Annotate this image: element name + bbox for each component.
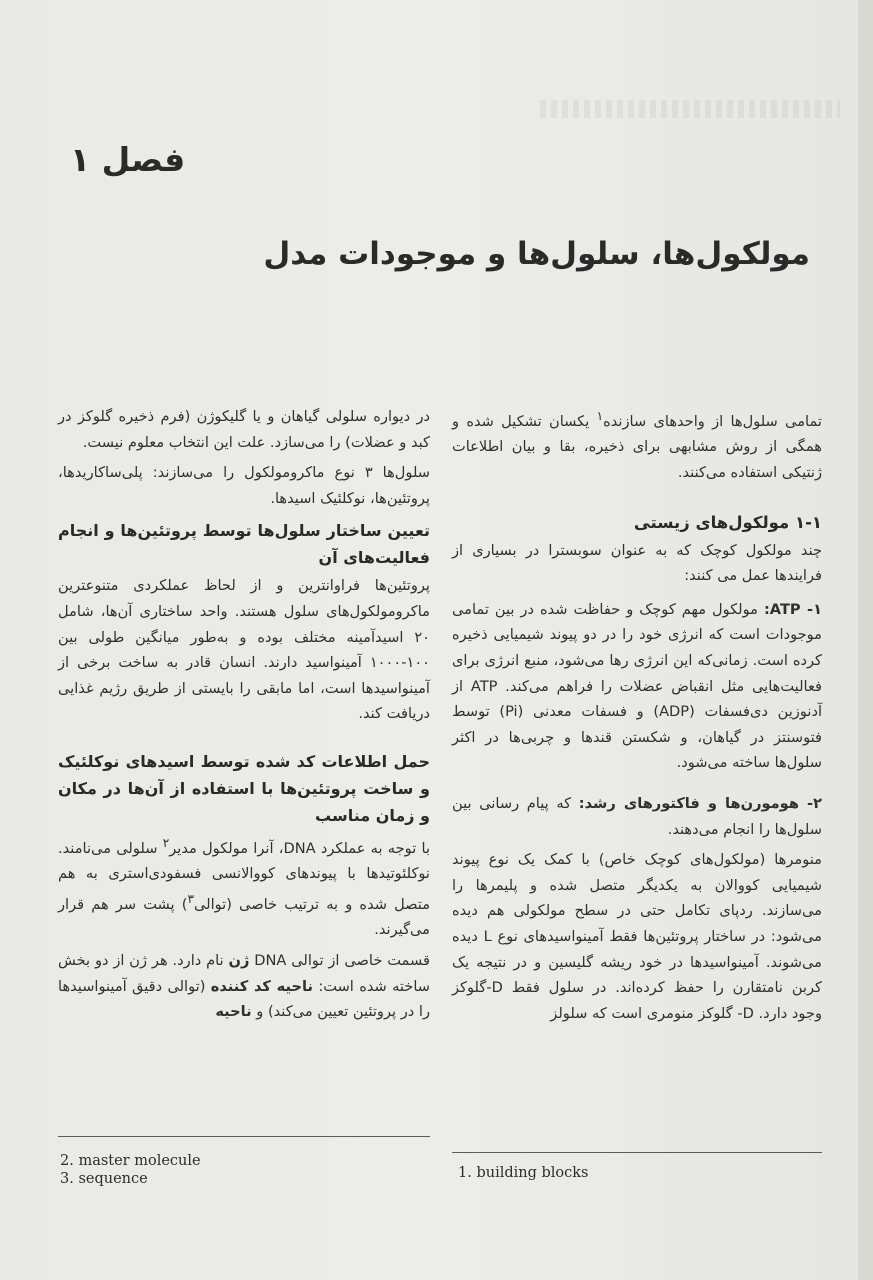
proteins-paragraph: پروتئین‌ها فراوانترین و از لحاظ عملکردی متنوعترین ماکرومولکول‌های سلول هستند. واحد ساختاری آن‌ها، شامل ۲۰ اسیدآمینه مختلف بوده و به‌طور میانگین طولی بین ۱۰۰-۱۰۰۰ آمینواسید دارند. انسان قادر به ساخت برخی از آمینواسیدها است، اما مابقی را بایستی از طریق رژیم غذایی دریافت کند.	[58, 577, 430, 723]
atp-paragraph	[452, 597, 822, 776]
gene-text-b: نام دارد. هر ژن از دو بخش ساخته شده است:	[58, 952, 431, 995]
chapter-label: فصل ۱	[70, 140, 186, 179]
footnote-2: 2. master molecule	[60, 1153, 201, 1169]
section-heading-1-1: ۱-۱ مولکول‌های زیستی	[633, 512, 822, 532]
right-column	[452, 404, 822, 1031]
dna-text-c: ) پشت سر هم قرار می‌گیرند.	[58, 895, 430, 939]
gene-term: ژن	[228, 952, 250, 970]
hormone-paragraph	[452, 791, 822, 842]
dna-text-a: با توجه به عملکرد DNA، آنرا مولکول مدیر	[169, 839, 431, 857]
intro-text-a: تمامی سلول‌ها از واحدهای سازنده	[603, 412, 822, 430]
intro-paragraph	[452, 404, 822, 486]
footnote-3: 3. sequence	[60, 1171, 148, 1187]
footnote-rule-left	[58, 1136, 430, 1137]
left-column	[58, 404, 430, 1030]
footnote-ref-2: ۲	[162, 835, 170, 850]
footnotes-left	[60, 1152, 360, 1188]
dna-paragraph	[58, 831, 430, 943]
dna-text-b: سلولی می‌نامند. نوکلئوتیدها با پیوندهای کووالانسی فسفودی‌استری به هم متصل شده و به ترتیب خاصی (توالی	[58, 839, 431, 913]
region-term: ناحیه	[215, 1003, 252, 1021]
intro-text-b: یکسان تشکیل شده و همگی از روش مشابهی برای ذخیره، بقا و بیان اطلاعات ژنتیکی استفاده می‌کنند.	[452, 412, 822, 482]
hormone-text: که پیام رسانی بین سلول‌ها را انجام می‌دهند.	[452, 794, 822, 838]
gene-text-a: قسمت خاصی از توالی DNA	[249, 952, 430, 970]
gene-paragraph	[58, 948, 430, 1025]
footnote-ref-1: ۱	[596, 409, 604, 423]
bleed-through-shadow	[540, 100, 840, 118]
gene-text-c: (توالی دقیق آمینواسیدها را در پروتئین تعیین می‌کند) و	[58, 977, 430, 1021]
section-1-1-text: چند مولکول کوچک که به عنوان سوبسترا در بسیاری از فرایندها عمل می کنند:	[452, 541, 822, 585]
continued-paragraph: در دیواره سلولی گیاهان و یا گلیکوژن (فرم ذخیره گلوکز در کبد و عضلات) را می‌سازد. علت این انتخاب معلوم نیست.	[58, 408, 430, 451]
chapter-title: مولکول‌ها، سلول‌ها و موجودات مدل	[263, 236, 810, 272]
heading-proteins: تعیین ساختار سلول‌ها توسط پروتئین‌ها و انجام فعالیت‌های آن	[58, 521, 430, 568]
heading-nucleic-acids: حمل اطلاعات کد شده توسط اسیدهای نوکلئیک و ساخت پروتئین‌ها با استفاده از آن‌ها در مکان و زمان مناسب	[58, 751, 430, 825]
hormone-label: ۲- هومورن‌ها و فاکتورهای رشد:	[578, 794, 822, 812]
monomer-paragraph: منومرها (مولکول‌های کوچک خاص) با کمک یک نوع پیوند شیمیایی کووالان به یکدیگر متصل شده و پلیمرها را می‌سازند. ردپای تکامل حتی در سطح مولکولی هم دیده می‌شود: در ساختار پروتئین‌ها فقط آمینواسیدهای نوع L دیده می‌شوند. آمینواسیدها در خود ریشه گلیسین و در نتیجه یک کربن نامتقارن را حفظ کرده‌اند. در سلول فقط D-گلوکز وجود دارد. D- گلوکز منومری است که سلولز	[452, 851, 822, 1022]
footnote-ref-3: ۳	[187, 891, 194, 906]
macromolecule-paragraph: سلول‌ها ۳ نوع ماکرومولکول را می‌سازند: پلی‌ساکاریدها، پروتئین‌ها، نوکلئیک اسیدها.	[58, 464, 430, 507]
footnote-rule-right	[452, 1152, 822, 1153]
coding-region-term: ناحیه کد کننده	[210, 977, 313, 995]
footnote-1: 1. building blocks	[458, 1165, 589, 1181]
atp-label: ۱- ATP:	[763, 600, 822, 618]
footnotes-right	[458, 1164, 758, 1182]
atp-text: مولکول مهم کوچک و حفاظت شده در بین تمامی موجودات است که انرژی خود را در دو پیوند شیمیایی ذخیره کرده است. زمانی‌که این انرژی رها می‌شود، منبع انرژی برای فعالیت‌هایی مثل انقباض عضلات را فراهم می‌کند. ATP از آدنوزین دی‌فسفات (ADP) و فسفات معدنی (Pi) توسط فتوسنتز در گیاهان، و شکستن قندها و چربی‌ها در اکثر سلول‌ها ساخته می‌شود.	[452, 600, 822, 772]
